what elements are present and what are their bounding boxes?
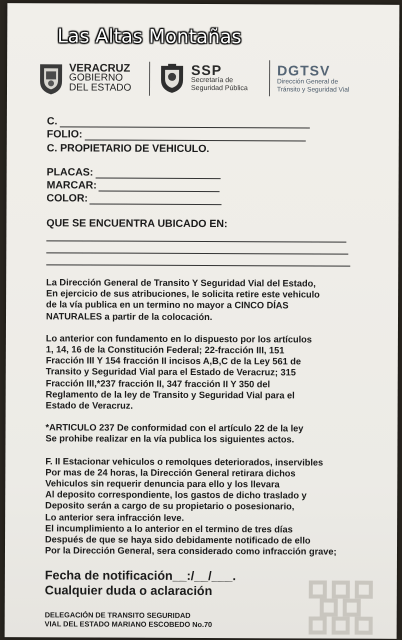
veracruz-logo	[37, 61, 131, 95]
c-line	[59, 116, 309, 128]
c-field	[47, 115, 377, 128]
p2-line: Fracción III,*237 fracción II, 347 fracción II Y 350 del	[45, 377, 271, 389]
ssp-line-3: Seguridad Pública	[190, 84, 248, 93]
p1-line: NATURALES a partir de la colocación.	[45, 310, 213, 322]
p4-line: Lo anterior sera infracción leve.	[45, 511, 185, 523]
p4-line: Al deposito correspondiente, los gastos de dicho traslado y	[45, 489, 307, 501]
color-label: COLOR:	[46, 192, 88, 205]
placas-field	[47, 166, 377, 179]
ssp-logo	[157, 62, 248, 94]
p2-line: Estado de Veracruz.	[45, 400, 133, 411]
footer-line-1: DELEGACIÓN DE TRANSITO SEGURIDAD	[44, 610, 191, 621]
p2-line: Reglamento de la ley de Transito y Seguridad Vial para el	[45, 389, 295, 401]
placas-label: PLACAS:	[46, 166, 94, 179]
fecha-notificacion: Fecha de notificación__:/__/___.	[44, 568, 236, 584]
c-label: C.	[46, 115, 58, 128]
p4-line: Por mas de 24 horas, la Dirección General retirara dichos	[45, 467, 296, 479]
dgtsv-title: DGTSV	[277, 62, 331, 79]
p2-line: Fracción III Y 154 fracción II incisos A,B,C de la Ley 561 de	[45, 355, 302, 367]
p2-line: Lo anterior con fundamento en lo dispuesto por los artículos	[45, 333, 312, 345]
propietario-field	[47, 142, 377, 155]
header-divider	[149, 62, 150, 96]
header-divider-2	[269, 60, 270, 96]
p4-line: Deposito serán a cargo de su propietario o posesionario,	[45, 500, 295, 512]
paragraph-fraccion	[45, 456, 375, 558]
color-line	[90, 194, 222, 206]
p4-line: Después de que se haya sido debidamente notificado de ello	[45, 534, 311, 546]
dgtsv-line-2: Dirección General de	[277, 78, 339, 86]
marcar-line	[99, 181, 220, 193]
p4-line: El incumplimiento a lo anterior en el termino de tres días	[45, 523, 293, 535]
p2-line: 1, 14, 16 de la Constitución Federal; 22-fracción III, 151	[45, 344, 285, 356]
dgtsv-line-3: Tránsito y Seguridad Vial	[276, 86, 350, 94]
p2-line: Transito y Seguridad Vial para el Estado de Veracruz; 315	[45, 366, 296, 378]
ssp-line-2: Secretaría de	[191, 76, 234, 85]
notice-body	[45, 115, 377, 630]
folio-label: FOLIO:	[46, 128, 83, 141]
veracruz-line-3: DEL ESTADO	[68, 82, 132, 94]
veracruz-line-1: VERACRUZ	[69, 62, 131, 75]
paragraph-notice	[46, 277, 376, 323]
footer-line-2: VIAL DEL ESTADO MARIANO ESCOBEDO No.70	[44, 619, 213, 630]
address-line-3	[46, 253, 350, 266]
ssp-title: SSP	[191, 61, 223, 79]
knot-pattern-icon	[305, 576, 377, 638]
folio-field	[47, 128, 377, 141]
ubicado-field	[46, 217, 376, 230]
ubicado-label: QUE SE ENCUENTRA UBICADO EN:	[46, 217, 228, 231]
p1-line: La Dirección General de Transito Y Seguridad Vial del Estado,	[46, 277, 316, 289]
p4-line: Por la Dirección General, sera considerado como infracción grave;	[44, 545, 337, 557]
ssp-shield-icon	[157, 62, 187, 94]
notice-paper	[5, 3, 400, 639]
marcar-field	[47, 179, 377, 192]
marcar-label: MARCAR:	[46, 179, 97, 192]
dgtsv-logo	[277, 62, 349, 94]
p3-line: *ARTICULO 237 De conformidad con el artículo 22 de la ley	[45, 422, 304, 434]
p4-line: Vehiculos sin requerir denuncia para ello y los llevara	[45, 478, 280, 490]
paragraph-fundamento	[46, 333, 376, 413]
p1-line: de la vía publica en un termino no mayor a CINCO DÍAS	[46, 299, 289, 311]
color-field	[47, 192, 377, 205]
duda-aclaracion: Cualquier duda o aclaración	[44, 583, 213, 599]
folio-line	[84, 129, 305, 141]
veracruz-shield-icon	[37, 61, 65, 95]
p3-line: Se prohibe realizar en la vía publica los siguientes actos.	[45, 433, 295, 445]
veracruz-line-2: GOBIERNO	[69, 72, 123, 84]
placas-line	[95, 168, 220, 180]
p4-line: F. II Estacionar vehiculos o remolques deteriorados, inservibles	[45, 455, 324, 468]
p1-line: En ejercicio de sus atribuciones, le solicita retire este vehiculo	[46, 288, 320, 300]
propietario-label: C. PROPIETARIO DE VEHICULO.	[46, 142, 210, 156]
paragraph-articulo	[45, 423, 375, 447]
watermark-text: Las Altas Montañas	[57, 25, 242, 49]
